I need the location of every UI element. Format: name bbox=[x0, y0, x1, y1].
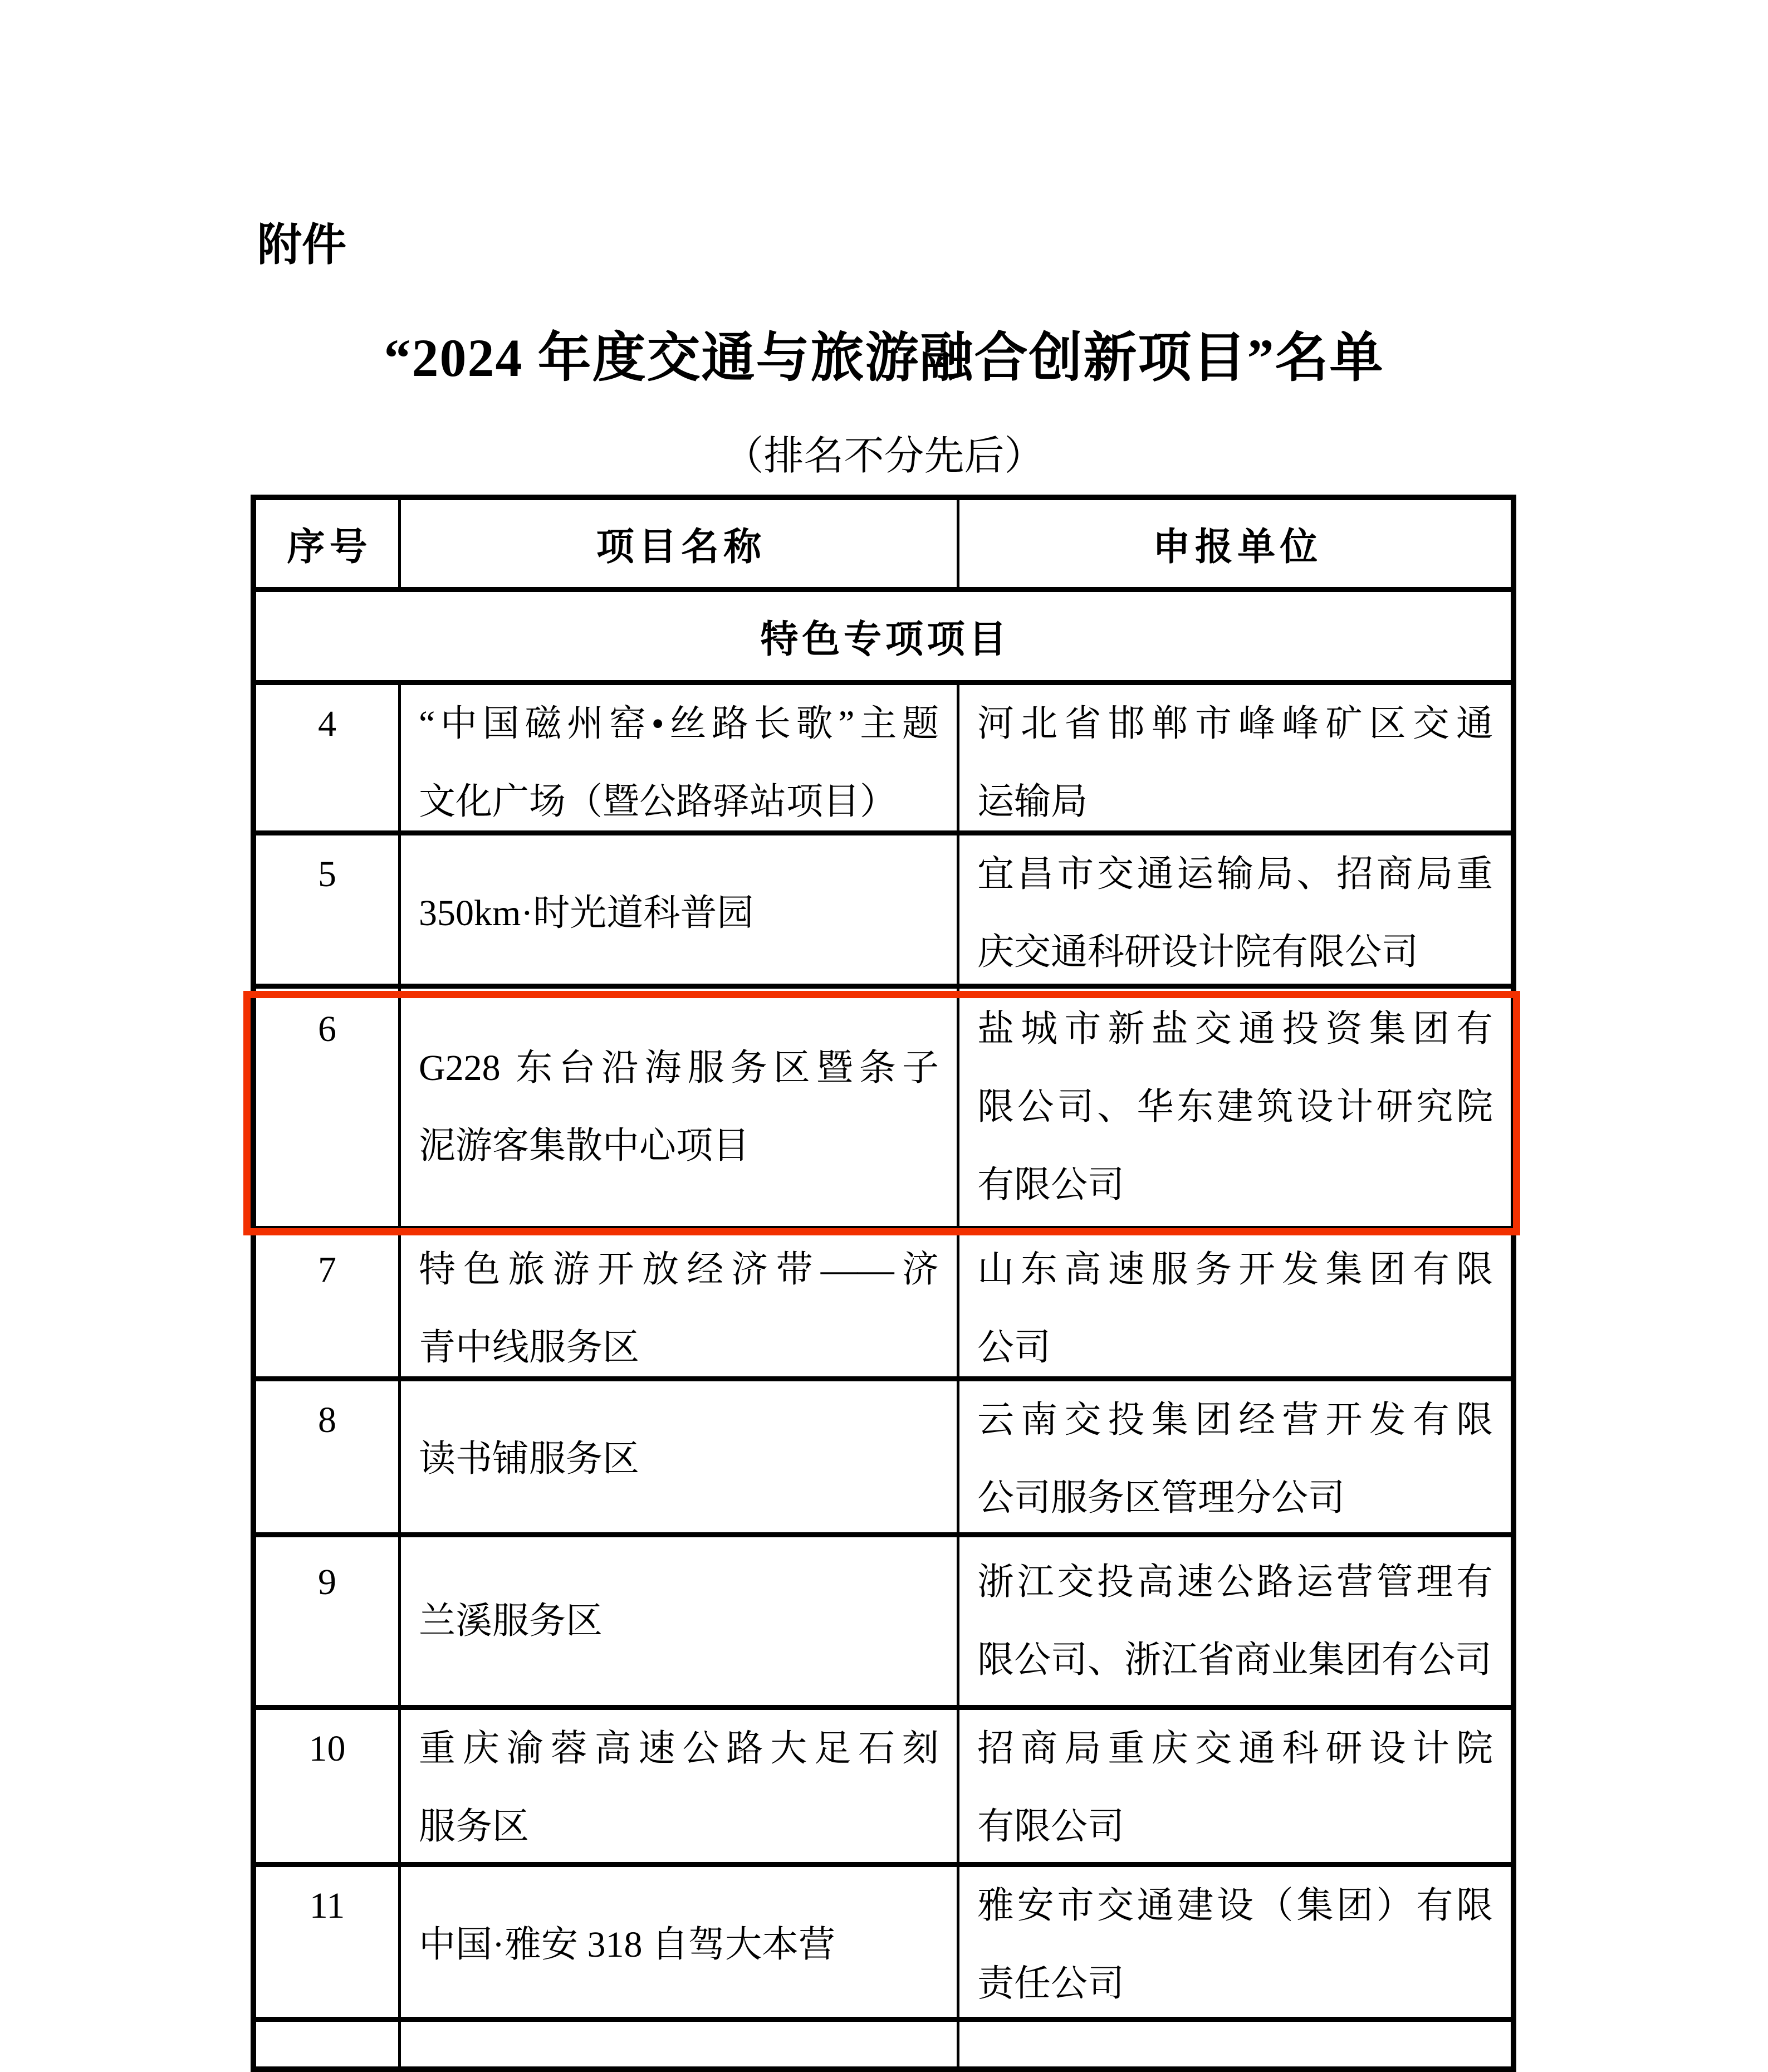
row-number-text: 10 bbox=[308, 1728, 346, 1769]
table-row bbox=[256, 1381, 1511, 1537]
project-name-cell bbox=[398, 1710, 957, 1866]
row-number-text: 7 bbox=[318, 1249, 336, 1290]
table-cell-line: 重庆渝蓉高速公路大足石刻 bbox=[419, 1728, 939, 1769]
row-number-cell bbox=[256, 989, 398, 1226]
project-name-cell bbox=[398, 1381, 957, 1537]
table-header-row bbox=[256, 500, 1511, 592]
row-number-text bbox=[256, 1459, 398, 1537]
table-cell-line: 浙江交投高速公路运营管理有 bbox=[977, 1561, 1493, 1602]
declaring-unit-cell bbox=[957, 1537, 1511, 1705]
table-cell-line: 350km·时光道科普园 bbox=[419, 893, 754, 934]
row-number-cell bbox=[256, 1231, 398, 1387]
row-number-cell bbox=[256, 685, 398, 841]
declaring-unit-cell bbox=[957, 1231, 1511, 1387]
header-serial-number: 序号 bbox=[287, 525, 372, 568]
table-cell-line: 云南交投集团经营开发有限 bbox=[977, 1400, 1493, 1440]
table-cell-line: 有限公司 bbox=[977, 1806, 1124, 1847]
row-number-cell bbox=[256, 1537, 398, 1705]
row-number-cell bbox=[256, 2022, 398, 2066]
row-number-text bbox=[256, 913, 398, 991]
table-cell-line: 服务区 bbox=[419, 1806, 529, 1847]
table-row bbox=[256, 685, 1511, 835]
row-number-text: 9 bbox=[318, 1561, 336, 1602]
row-number-cell bbox=[256, 1867, 398, 2023]
table-row bbox=[256, 835, 1511, 989]
table-row bbox=[256, 989, 1511, 1231]
projects-table bbox=[251, 495, 1516, 2072]
table-cell-line: 限公司、浙江省商业集团有公司 bbox=[977, 1639, 1492, 1680]
table-cell-line: 盐城市新盐交通投资集团有 bbox=[977, 1009, 1493, 1049]
table-body bbox=[256, 685, 1511, 2022]
project-name-cell bbox=[398, 835, 957, 991]
row-number-text: 4 bbox=[318, 703, 336, 744]
project-name-cell bbox=[398, 1231, 957, 1387]
row-number-text: 11 bbox=[309, 1885, 345, 1926]
table-cell-line: G228 东台沿海服务区暨条子 bbox=[419, 1048, 939, 1088]
project-name-cell bbox=[398, 685, 957, 841]
table-cell-line: 读书铺服务区 bbox=[419, 1439, 639, 1479]
table-cell-line: 青中线服务区 bbox=[419, 1327, 639, 1368]
page-title: “2024 年度交通与旅游融合创新项目”名单 bbox=[384, 328, 1384, 388]
table-cell-line: 公司 bbox=[977, 1327, 1051, 1368]
table-cell-line: 宜昌市交通运输局、招商局重 bbox=[977, 854, 1493, 895]
row-number-text: 6 bbox=[318, 1009, 336, 1049]
table-cell-line: 兰溪服务区 bbox=[419, 1600, 603, 1641]
table-cell-line: 山东高速服务开发集团有限 bbox=[977, 1249, 1493, 1290]
row-number-text: 5 bbox=[318, 854, 336, 895]
table-row bbox=[256, 1710, 1511, 1867]
table-cell-line: 文化广场（暨公路驿站项目） bbox=[419, 781, 897, 822]
attachment-label: 附件 bbox=[257, 220, 346, 270]
table-section-row bbox=[256, 592, 1511, 685]
table-row bbox=[256, 1231, 1511, 1381]
table-row bbox=[256, 1867, 1511, 2022]
project-name-cell bbox=[398, 1537, 957, 1705]
table-cell-line: 雅安市交通建设（集团）有限 bbox=[977, 1885, 1493, 1926]
table-cell-line: 责任公司 bbox=[977, 1963, 1124, 2004]
declaring-unit-cell bbox=[957, 835, 1511, 991]
table-cell-line: 中国·雅安 318 自驾大本营 bbox=[419, 1924, 835, 1965]
declaring-unit-cell bbox=[957, 1381, 1511, 1537]
declaring-unit-cell bbox=[957, 1710, 1511, 1866]
row-number-text bbox=[256, 1945, 398, 2023]
table-cell-line: 有限公司 bbox=[977, 1165, 1124, 1205]
declaring-unit-cell bbox=[957, 685, 1511, 841]
row-number-cell bbox=[256, 1381, 398, 1537]
table-cell-line: 招商局重庆交通科研设计院 bbox=[977, 1728, 1493, 1769]
declaring-unit-cell bbox=[957, 2022, 1511, 2066]
table-cell-line: 运输局 bbox=[977, 781, 1088, 822]
row-number-text bbox=[256, 763, 398, 841]
section-header-label: 特色专项项目 bbox=[760, 618, 1011, 661]
row-number-cell bbox=[256, 835, 398, 991]
row-number-text bbox=[256, 1068, 398, 1146]
row-number-text bbox=[256, 1309, 398, 1387]
row-number-cell bbox=[256, 1710, 398, 1866]
project-name-cell bbox=[398, 1867, 957, 2023]
table-cell-line: 河北省邯郸市峰峰矿区交通 bbox=[977, 703, 1493, 744]
header-declaring-unit: 申报单位 bbox=[957, 500, 1511, 587]
row-number-text bbox=[256, 1146, 398, 1224]
table-cell-line: 泥游客集散中心项目 bbox=[419, 1126, 750, 1166]
project-name-cell bbox=[398, 2022, 957, 2066]
table-cell-line: 限公司、华东建筑设计研究院 bbox=[977, 1087, 1493, 1127]
row-number-text bbox=[256, 1788, 398, 1866]
project-name-cell bbox=[398, 989, 957, 1226]
page-subtitle: （排名不分先后） bbox=[723, 434, 1045, 478]
header-project-name: 项目名称 bbox=[398, 500, 957, 587]
table-cell-line: 庆交通科研设计院有限公司 bbox=[977, 932, 1418, 973]
table-cell-line: 特色旅游开放经济带——济 bbox=[419, 1249, 939, 1290]
table-cell-line: “中国磁州窑•丝路长歌”主题 bbox=[419, 703, 939, 744]
row-number-text bbox=[256, 1621, 398, 1699]
declaring-unit-cell bbox=[957, 1867, 1511, 2023]
row-number-text: 8 bbox=[318, 1400, 336, 1440]
declaring-unit-cell bbox=[957, 989, 1511, 1226]
table-cell-line: 公司服务区管理分公司 bbox=[977, 1478, 1345, 1518]
table-row bbox=[256, 1537, 1511, 1710]
table-partial-row bbox=[256, 2022, 1511, 2066]
